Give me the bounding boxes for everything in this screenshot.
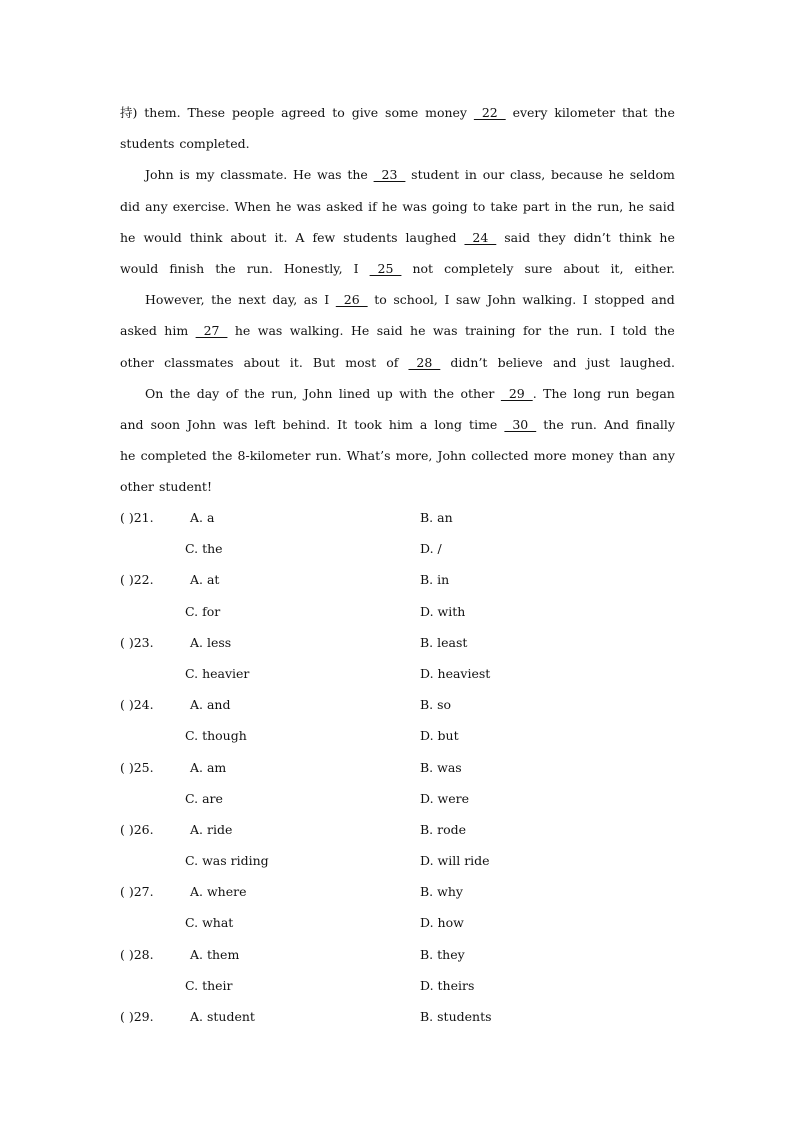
word: run.: [315, 448, 342, 464]
word: was: [296, 198, 322, 214]
word: On: [145, 385, 164, 401]
word: to: [332, 105, 345, 120]
word: the: [654, 105, 675, 120]
word: him: [164, 323, 189, 339]
word: in: [554, 198, 567, 214]
word: took: [354, 416, 382, 432]
word: said: [376, 323, 403, 339]
question-row: [120, 568, 680, 599]
option-a[interactable]: A. ride: [190, 821, 233, 837]
word: was: [257, 323, 283, 339]
word: I: [609, 323, 615, 339]
word: day,: [272, 292, 298, 308]
word: was: [317, 167, 342, 183]
answer-blank: 28: [408, 354, 441, 370]
word: he: [275, 198, 292, 214]
word: didn’t: [573, 229, 611, 245]
word: it,: [610, 260, 624, 276]
answer-blank: 24: [464, 229, 497, 245]
question-number: ( )25.: [120, 759, 154, 775]
question-number: ( )22.: [120, 572, 154, 588]
passage: [120, 101, 675, 506]
option-b[interactable]: B. why: [420, 884, 463, 900]
word: agreed: [281, 105, 326, 120]
word: just: [586, 354, 610, 370]
word: seldom: [629, 167, 675, 183]
word: run,: [271, 385, 298, 401]
word: not: [412, 260, 434, 276]
word: told: [622, 323, 647, 339]
word: part: [522, 198, 550, 214]
word: the: [169, 385, 191, 401]
question-row: [120, 693, 680, 724]
word: he: [120, 229, 136, 245]
word: every: [512, 105, 548, 120]
option-a[interactable]: A. student: [190, 1009, 255, 1024]
word: student: [411, 167, 460, 183]
word: stopped: [594, 292, 645, 308]
question-number: ( )26.: [120, 821, 154, 837]
option-c[interactable]: C. heavier: [185, 665, 250, 681]
word: students: [343, 229, 398, 245]
question-row: [120, 506, 680, 537]
word: I: [353, 260, 359, 276]
word: He: [350, 323, 370, 339]
word: the: [548, 323, 569, 339]
word: and: [552, 354, 577, 370]
word: either.: [634, 260, 675, 276]
word: kilometer: [554, 105, 616, 120]
word: next: [238, 292, 266, 308]
word: asked: [120, 323, 157, 339]
word: he: [628, 198, 644, 214]
answer-blank: 23: [373, 167, 406, 183]
word: other: [120, 479, 154, 495]
passage-line: [120, 351, 675, 382]
word: than: [618, 448, 648, 464]
word: When: [234, 198, 271, 214]
passage-line: [120, 444, 675, 475]
option-b[interactable]: B. in: [420, 572, 450, 588]
option-d[interactable]: D. were: [420, 790, 469, 806]
question-number: ( )28.: [120, 946, 154, 962]
word: any: [652, 448, 675, 464]
word: A: [295, 229, 305, 245]
word: with: [399, 385, 428, 401]
word: more: [533, 448, 567, 464]
answer-blank: 30: [504, 416, 537, 432]
word: other: [120, 354, 154, 370]
word: money: [571, 448, 614, 464]
word: he: [410, 323, 426, 339]
word: John: [437, 448, 467, 464]
word: didn’t: [450, 354, 488, 370]
answer-blank: 25: [369, 260, 402, 276]
option-d[interactable]: D. will ride: [420, 853, 490, 869]
word: finally: [636, 416, 675, 432]
word: asked: [326, 198, 363, 214]
word: he: [608, 167, 624, 183]
passage-line: [120, 319, 675, 350]
word: sure: [524, 260, 553, 276]
option-b[interactable]: B. students: [420, 1009, 492, 1024]
passage-line: [120, 382, 675, 413]
word: would: [143, 229, 182, 245]
option-a[interactable]: A. am: [190, 759, 227, 775]
word: of: [225, 385, 238, 401]
option-c[interactable]: C. what: [185, 915, 234, 931]
option-d[interactable]: D. with: [420, 603, 466, 619]
word: they: [538, 229, 566, 245]
word: he: [659, 229, 675, 245]
word: school,: [393, 292, 438, 308]
option-a[interactable]: A. a: [190, 510, 215, 525]
word: was: [222, 416, 248, 432]
option-a[interactable]: A. where: [190, 884, 247, 900]
word: a: [419, 416, 428, 432]
word: some: [385, 105, 419, 120]
option-a[interactable]: A. less: [190, 634, 232, 650]
question-row-options: [120, 911, 680, 942]
option-c[interactable]: C. their: [185, 977, 233, 993]
word: believe: [497, 354, 543, 370]
word: the: [433, 385, 454, 401]
word: lined: [338, 385, 371, 401]
word: other: [460, 385, 495, 401]
question-list: [120, 506, 680, 1036]
option-b[interactable]: B. rode: [420, 821, 467, 837]
question-row: [120, 880, 680, 911]
question-row-options: [120, 600, 680, 631]
word: the: [654, 323, 675, 339]
option-d[interactable]: D. /: [420, 541, 442, 557]
word: did: [120, 198, 141, 214]
question-number: ( )23.: [120, 634, 154, 650]
word: give: [351, 105, 379, 120]
option-c[interactable]: C. the: [185, 541, 223, 557]
word: behind.: [282, 416, 331, 432]
word: John: [487, 292, 516, 308]
word: about: [563, 260, 600, 276]
option-b[interactable]: B. least: [420, 634, 468, 650]
word: think: [618, 229, 652, 245]
question-number: ( )29.: [120, 1009, 154, 1024]
answer-blank: 29 .: [500, 385, 537, 401]
word: I: [444, 292, 450, 308]
option-b[interactable]: B. was: [420, 759, 462, 775]
word: the: [571, 198, 593, 214]
word: began: [635, 385, 675, 401]
word: was: [432, 323, 458, 339]
word: run.: [570, 416, 597, 432]
word: John: [187, 416, 216, 432]
question-row-options: [120, 537, 680, 568]
word: think: [189, 229, 223, 245]
word: John: [303, 385, 333, 401]
word: I: [582, 292, 588, 308]
word: up: [376, 385, 393, 401]
passage-line: [120, 475, 675, 506]
word: completely: [444, 260, 514, 276]
word: he: [234, 323, 251, 339]
word: said: [648, 198, 675, 214]
word: run.: [576, 323, 603, 339]
option-a[interactable]: A. at: [190, 572, 220, 588]
word: of: [386, 354, 399, 370]
word: few: [312, 229, 336, 245]
word: class,: [510, 167, 546, 183]
word: And: [603, 416, 630, 432]
word: in: [464, 167, 477, 183]
question-row: [120, 756, 680, 787]
word: run: [607, 385, 630, 401]
question-row-options: [120, 724, 680, 755]
answer-blank: 27: [195, 323, 228, 339]
option-c[interactable]: C. was riding: [185, 853, 269, 869]
word: him: [388, 416, 413, 432]
option-b[interactable]: B. an: [420, 510, 453, 525]
question-number: ( )21.: [120, 510, 154, 525]
word: run.: [246, 260, 273, 276]
word: completed.: [179, 136, 250, 152]
question-row-options: [120, 787, 680, 818]
word: to: [472, 198, 486, 214]
word: that: [621, 105, 648, 120]
word: left: [254, 416, 276, 432]
question-number: ( )27.: [120, 884, 154, 900]
word: the: [347, 167, 368, 183]
word: and: [651, 292, 675, 308]
word: and: [120, 416, 144, 432]
word: exercise.: [172, 198, 230, 214]
passage-line: [120, 195, 675, 226]
word: money: [425, 105, 467, 120]
word: my: [195, 167, 215, 183]
word: finish: [169, 260, 205, 276]
word: would: [120, 260, 159, 276]
word: more,: [395, 448, 433, 464]
word: about: [243, 354, 280, 370]
word: collected: [471, 448, 529, 464]
word: training: [464, 323, 516, 339]
word: it.: [289, 354, 303, 370]
passage-line: [120, 132, 675, 163]
word: classmates: [164, 354, 234, 370]
word: he: [381, 198, 398, 214]
word: as: [303, 292, 318, 308]
question-number: ( )24.: [120, 697, 154, 713]
word: long: [573, 385, 601, 401]
word: long: [434, 416, 462, 432]
word: the: [211, 292, 232, 308]
word: run,: [597, 198, 624, 214]
word: John: [145, 167, 174, 183]
question-row-options: [120, 849, 680, 880]
word: because: [551, 167, 603, 183]
word: to: [374, 292, 387, 308]
word: it.: [274, 229, 288, 245]
passage-line: [120, 257, 675, 288]
word: But: [312, 354, 336, 370]
word: However,: [145, 292, 205, 308]
word: if: [368, 198, 377, 214]
option-c[interactable]: C. for: [185, 603, 221, 619]
answer-blank: 26: [335, 292, 368, 308]
word: classmate.: [220, 167, 288, 183]
option-c[interactable]: C. though: [185, 728, 247, 744]
word: is: [179, 167, 190, 183]
option-a[interactable]: A. them: [190, 946, 240, 962]
word: the: [244, 385, 265, 401]
word: What’s: [346, 448, 391, 464]
word: These: [187, 105, 226, 120]
question-row-options: [120, 974, 680, 1005]
question-row: [120, 631, 680, 662]
option-d[interactable]: D. heaviest: [420, 665, 491, 681]
option-b[interactable]: B. so: [420, 697, 452, 713]
word: people: [231, 105, 275, 120]
word: the: [543, 416, 564, 432]
word: It: [337, 416, 348, 432]
word: them.: [144, 105, 181, 120]
passage-line: [120, 163, 675, 194]
word: walking.: [289, 323, 344, 339]
option-b[interactable]: B. they: [420, 946, 465, 962]
answer-blank: 22: [473, 105, 506, 120]
passage-line: [120, 413, 675, 444]
word: our: [482, 167, 505, 183]
word: 8-kilometer: [237, 448, 311, 464]
question-row: [120, 943, 680, 974]
passage-line: [120, 101, 675, 132]
word: take: [490, 198, 518, 214]
word: saw: [456, 292, 481, 308]
question-row: [120, 818, 680, 849]
word: students: [120, 136, 175, 152]
word: about: [230, 229, 267, 245]
word: the: [215, 260, 236, 276]
option-a[interactable]: A. and: [190, 697, 231, 713]
word: Honestly,: [283, 260, 343, 276]
word: completed: [140, 448, 207, 464]
word: He: [292, 167, 312, 183]
question-row-options: [120, 662, 680, 693]
passage-line: [120, 226, 675, 257]
passage-line: [120, 288, 675, 319]
option-d[interactable]: D. but: [420, 728, 459, 744]
word: laughed.: [620, 354, 675, 370]
option-d[interactable]: D. theirs: [420, 977, 475, 993]
option-d[interactable]: D. how: [420, 915, 464, 931]
word: soon: [150, 416, 181, 432]
word: day: [196, 385, 220, 401]
word: going: [432, 198, 468, 214]
word: student!: [158, 479, 212, 495]
word: was: [402, 198, 427, 214]
word: for: [522, 323, 542, 339]
word: 持): [120, 105, 138, 120]
word: walking.: [522, 292, 577, 308]
question-row: [120, 1005, 680, 1036]
option-c[interactable]: C. are: [185, 790, 223, 806]
word: I: [324, 292, 330, 308]
word: most: [345, 354, 377, 370]
word: laughed: [405, 229, 457, 245]
word: any: [145, 198, 168, 214]
word: the: [211, 448, 233, 464]
word: he: [120, 448, 136, 464]
word: The: [543, 385, 567, 401]
word: said: [504, 229, 531, 245]
word: time: [469, 416, 498, 432]
